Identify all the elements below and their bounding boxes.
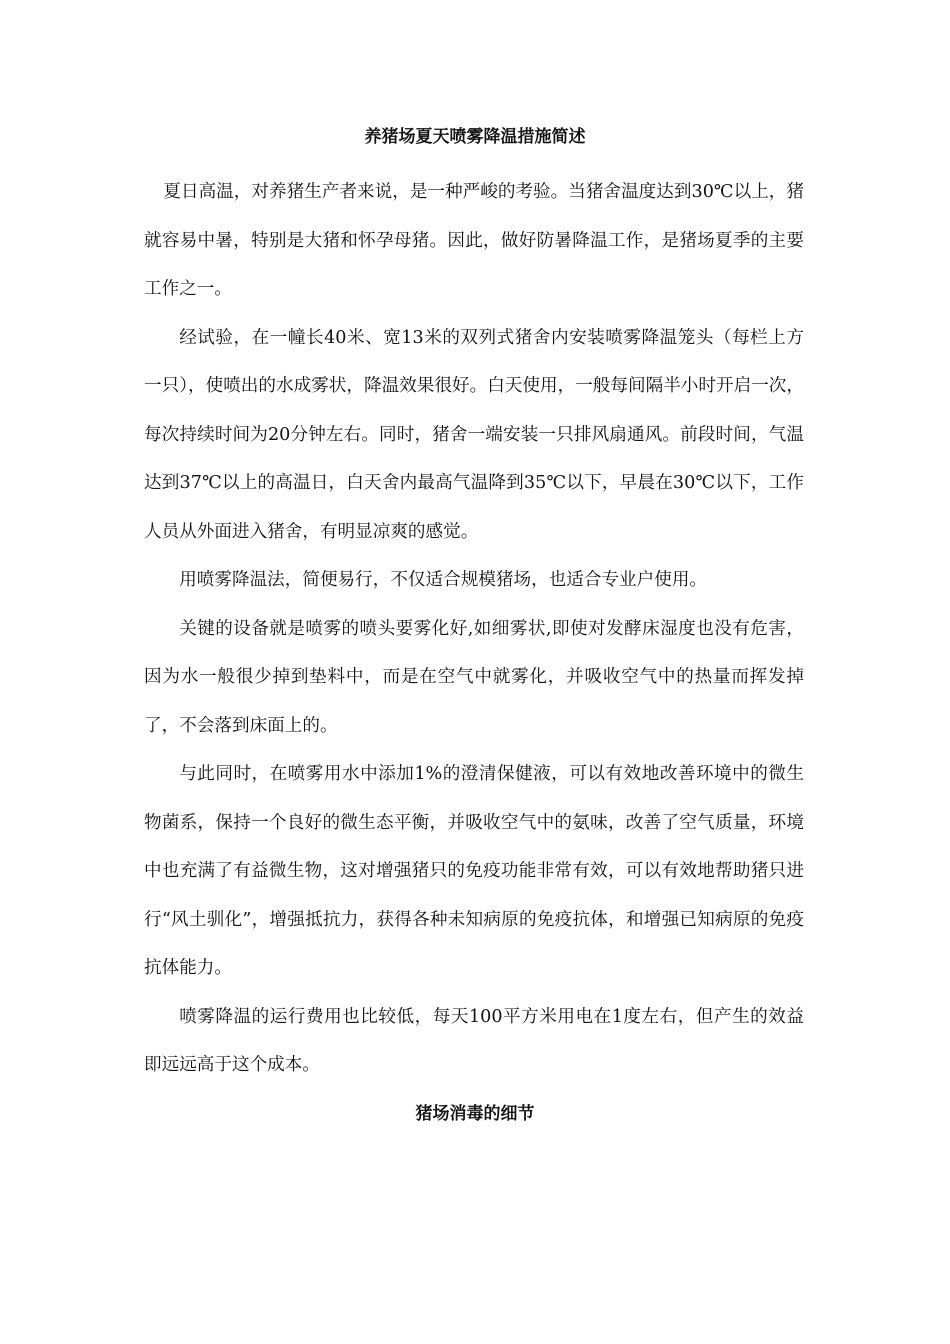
article-body: [144, 168, 804, 1090]
paragraph-5: 与此同时，在喷雾用水中添加1%的澄清保健液，可以有效地改善环境中的微生物菌系，保持一个良好的微生态平衡，并吸收空气中的氨味，改善了空气质量，环境中也充满了有益微生物，这对增强猪只的免疫功能非常有效，可以有效地帮助猪只进行“风土驯化”，增强抵抗力，获得各种未知病原的免疫抗体，和增强已知病原的免疫抗体能力。: [144, 764, 804, 978]
document-title: 养猪场夏天喷雾降温措施简述: [364, 127, 586, 147]
paragraph-1: 夏日高温，对养猪生产者来说，是一种严峻的考验。当猪舍温度达到30℃以上，猪就容易中暑，特别是大猪和怀孕母猪。因此，做好防暑降温工作，是猪场夏季的主要工作之一。: [144, 182, 804, 299]
paragraph-4: 关键的设备就是喷雾的喷头要雾化好,如细雾状,即使对发酵床湿度也没有危害，因为水一般很少掉到垫料中，而是在空气中就雾化，并吸收空气中的热量而挥发掉了，不会落到床面上的。: [144, 618, 804, 736]
paragraph-3: 用喷雾降温法，简便易行，不仅适合规模猪场，也适合专业户使用。: [179, 570, 708, 590]
paragraph-6: 喷雾降温的运行费用也比较低，每天100平方米用电在1度左右，但产生的效益即远远高于这个成本。: [144, 1006, 804, 1075]
paragraph-2: 经试验，在一幢长40米、宽13米的双列式猪舍内安装喷雾降温笼头（每栏上方一只），使喷出的水成雾状，降温效果很好。白天使用，一般每间隔半小时开启一次，每次持续时间为20分钟左右。同时，猪舍一端安装一只排风扇通风。前段时间，气温达到37℃以上的高温日，白天舍内最高气温降到35℃以下，早晨在30℃以下，工作人员从外面进入猪舍，有明显凉爽的感觉。: [144, 327, 804, 542]
section-title: 猪场消毒的细节: [415, 1104, 535, 1124]
